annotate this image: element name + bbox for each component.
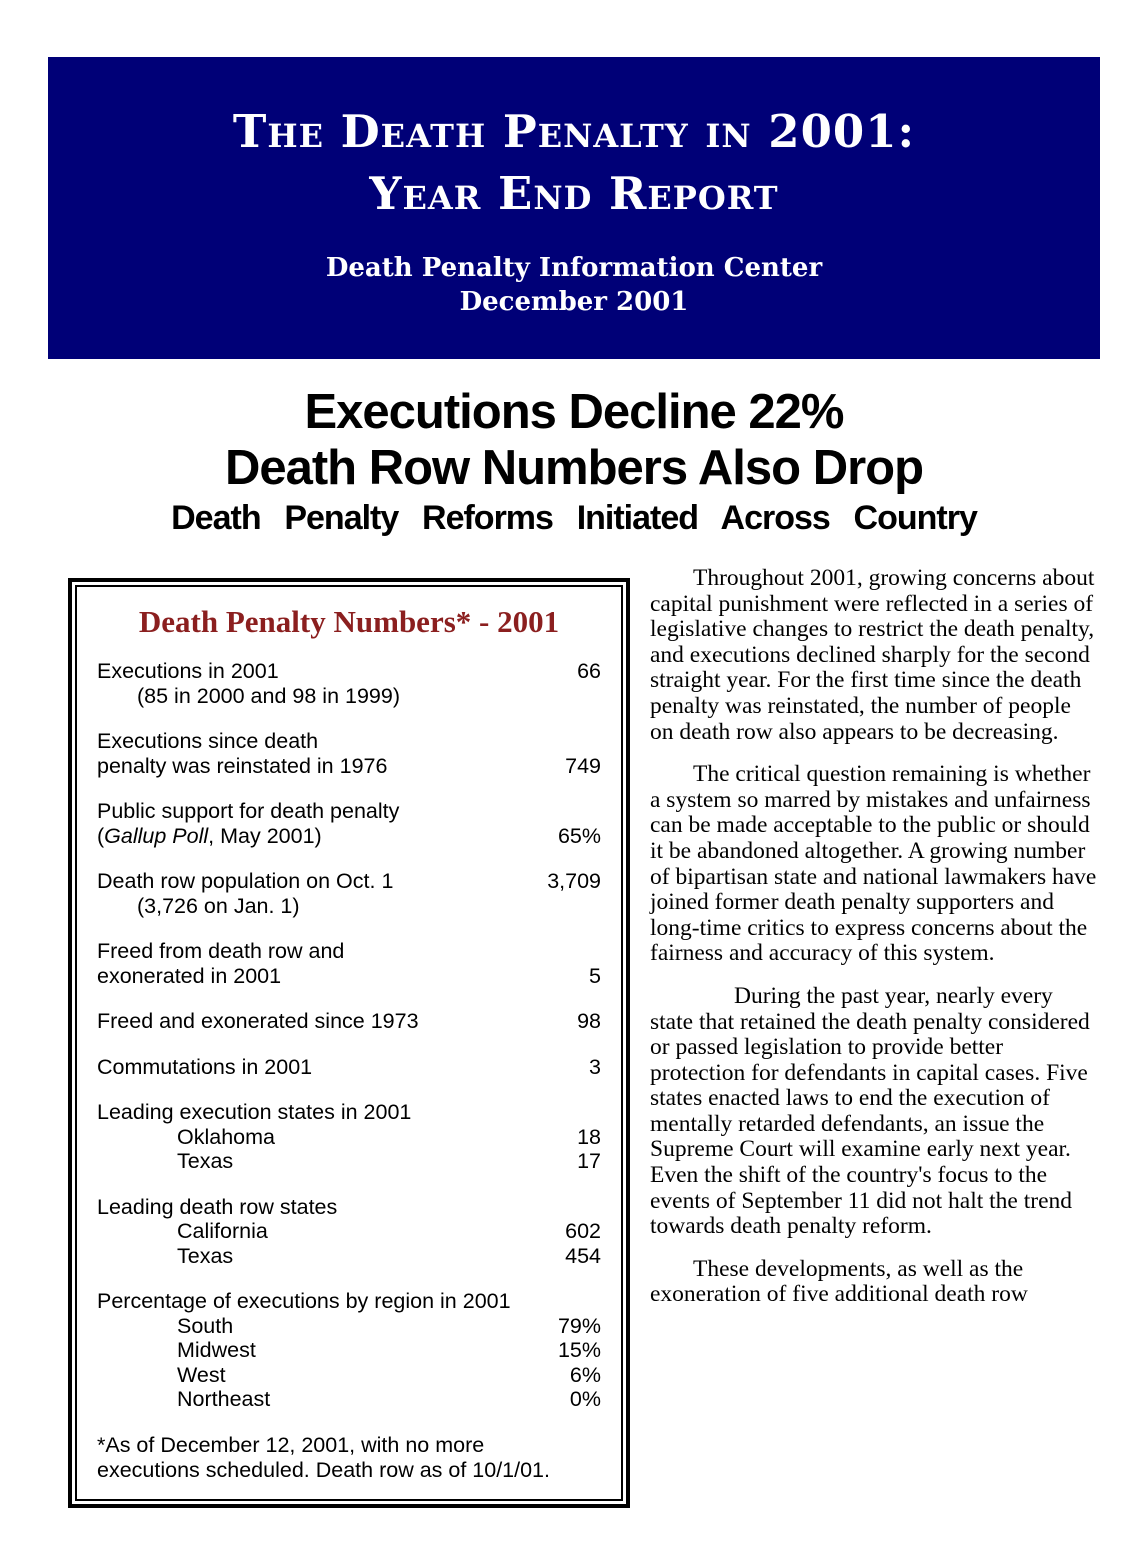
gallup-post: , May 2001) xyxy=(208,823,322,848)
stats-footnote xyxy=(97,1433,601,1483)
stat-line-executions-since-1976-cont xyxy=(97,754,601,779)
stat-line-death-row-jan xyxy=(97,894,601,919)
stat-line-leading-death-row-states xyxy=(97,1195,601,1220)
stats-box xyxy=(68,578,630,1508)
stat-line-south xyxy=(97,1314,601,1339)
paragraph-1: Throughout 2001, growing concerns about capital punishment were reflected in a series of legislative changes to restrict the death penalty, and executions declined sharply for the second straight year. For the first time since the death penalty was reinstated, the number of people on death row also appears to be decreasing. xyxy=(650,565,1095,745)
stat-value: 18 xyxy=(577,1124,601,1149)
stat-line-gallup-poll xyxy=(97,824,601,849)
stat-label: (3,726 on Jan. 1) xyxy=(137,893,300,918)
stats-footnote-line1: *As of December 12, 2001, with no more xyxy=(97,1432,485,1457)
stat-value: 5 xyxy=(589,963,601,988)
stat-line-death-row-population xyxy=(97,869,601,894)
stats-box-inner xyxy=(75,585,623,1501)
stat-value: 17 xyxy=(577,1149,601,1173)
stat-line-midwest xyxy=(97,1338,601,1363)
stat-value: 79% xyxy=(557,1313,601,1338)
headline-line1: Executions Decline 22% xyxy=(304,385,844,439)
stat-label: Leading death row states xyxy=(97,1194,338,1219)
stat-line-pct-by-region xyxy=(97,1289,601,1314)
stat-line-oklahoma xyxy=(97,1125,601,1150)
stats-footnote-line2: executions scheduled. Death row as of 10/1/01. xyxy=(97,1457,550,1482)
stat-label: Texas xyxy=(177,1243,234,1268)
stat-label: penalty was reinstated in 1976 xyxy=(97,753,388,778)
stat-line-west xyxy=(97,1363,601,1388)
banner xyxy=(48,57,1100,359)
headline-line2: Death Row Numbers Also Drop xyxy=(224,441,924,495)
stat-line-northeast xyxy=(97,1387,601,1412)
gallup-pre: ( xyxy=(97,823,105,848)
article-column xyxy=(650,566,1097,1325)
stat-line-executions-2001 xyxy=(97,659,601,684)
stat-line-texas-executions xyxy=(97,1149,601,1174)
gallup-italic: Gallup Poll xyxy=(104,823,209,848)
stat-label: Oklahoma xyxy=(177,1124,275,1149)
paragraph-4: These developments, as well as the exoneration of five additional death row xyxy=(650,1255,1028,1308)
stat-line-executions-prior-years xyxy=(97,684,601,709)
paragraph-3: During the past year, nearly every state that retained the death penalty considered or passed legislation to provide better protection for defendants in capital cases. Five states enacted laws to end the execution of mentally retarded defendants, an issue the Supreme Court will examine early next year. Even the shift of the country's focus to the events of September 11 did not halt the trend towards death penalty reform. xyxy=(650,982,1090,1240)
stat-line-freed-since-1973 xyxy=(97,1009,601,1034)
stat-label: California xyxy=(177,1219,268,1243)
stat-value: 3,709 xyxy=(547,869,601,893)
banner-date: December 2001 xyxy=(459,287,689,317)
headline-subline: Death Penalty Reforms Initiated Across Country xyxy=(171,499,977,537)
stat-label: Death row population on Oct. 1 xyxy=(97,869,394,893)
stat-label: West xyxy=(177,1362,226,1387)
stat-label: Public support for death penalty xyxy=(97,799,400,823)
stat-value: 3 xyxy=(589,1054,601,1079)
banner-title-line1: The Death Penalty in 2001: xyxy=(232,105,916,158)
banner-title xyxy=(48,101,1100,225)
stat-value: 15% xyxy=(557,1338,601,1362)
stat-label: Freed from death row and xyxy=(97,939,345,963)
banner-org: Death Penalty Information Center xyxy=(325,253,823,283)
stat-label: Leading execution states in 2001 xyxy=(97,1100,412,1124)
stat-line-executions-since-1976 xyxy=(97,729,601,754)
stat-line-california xyxy=(97,1219,601,1244)
stat-line-freed-2001-cont xyxy=(97,964,601,989)
headline xyxy=(0,384,1148,540)
stat-value: 6% xyxy=(569,1362,601,1387)
stat-value: 98 xyxy=(577,1009,601,1033)
stat-value: 749 xyxy=(565,753,601,778)
stat-label: Executions since death xyxy=(97,729,319,753)
stat-value: 0% xyxy=(569,1387,601,1411)
stat-label: Percentage of executions by region in 2001 xyxy=(97,1289,511,1313)
stat-line-commutations xyxy=(97,1055,601,1080)
stat-line-public-support xyxy=(97,799,601,824)
stat-label: (85 in 2000 and 98 in 1999) xyxy=(137,683,400,708)
stat-label: Executions in 2001 xyxy=(97,659,279,683)
stat-value: 66 xyxy=(577,659,601,683)
stat-value: 454 xyxy=(565,1243,601,1268)
stat-label: Freed and exonerated since 1973 xyxy=(97,1009,419,1033)
stat-line-freed-2001 xyxy=(97,939,601,964)
stat-line-leading-execution-states xyxy=(97,1100,601,1125)
stat-label: Northeast xyxy=(177,1387,271,1411)
stats-box-title: Death Penalty Numbers* - 2001 xyxy=(138,604,560,639)
stat-label: South xyxy=(177,1313,234,1338)
stat-label: Texas xyxy=(177,1149,234,1173)
stat-value: 65% xyxy=(557,823,601,848)
stat-label: exonerated in 2001 xyxy=(97,963,282,988)
paragraph-2: The critical question remaining is whether a system so marred by mistakes and unfairness can be made acceptable to the public or should it be abandoned altogether. A growing number of bipartisan state and national lawmakers have joined former death penalty supporters and long-time critics to express concerns about the fairness and accuracy of this system. xyxy=(650,761,1097,967)
stat-line-texas-death-row xyxy=(97,1244,601,1269)
stat-label: Commutations in 2001 xyxy=(97,1054,313,1079)
stat-label: Midwest xyxy=(177,1338,256,1362)
banner-title-line2: Year End Report xyxy=(369,167,779,220)
stat-label xyxy=(97,824,558,849)
stat-value: 602 xyxy=(565,1219,601,1243)
